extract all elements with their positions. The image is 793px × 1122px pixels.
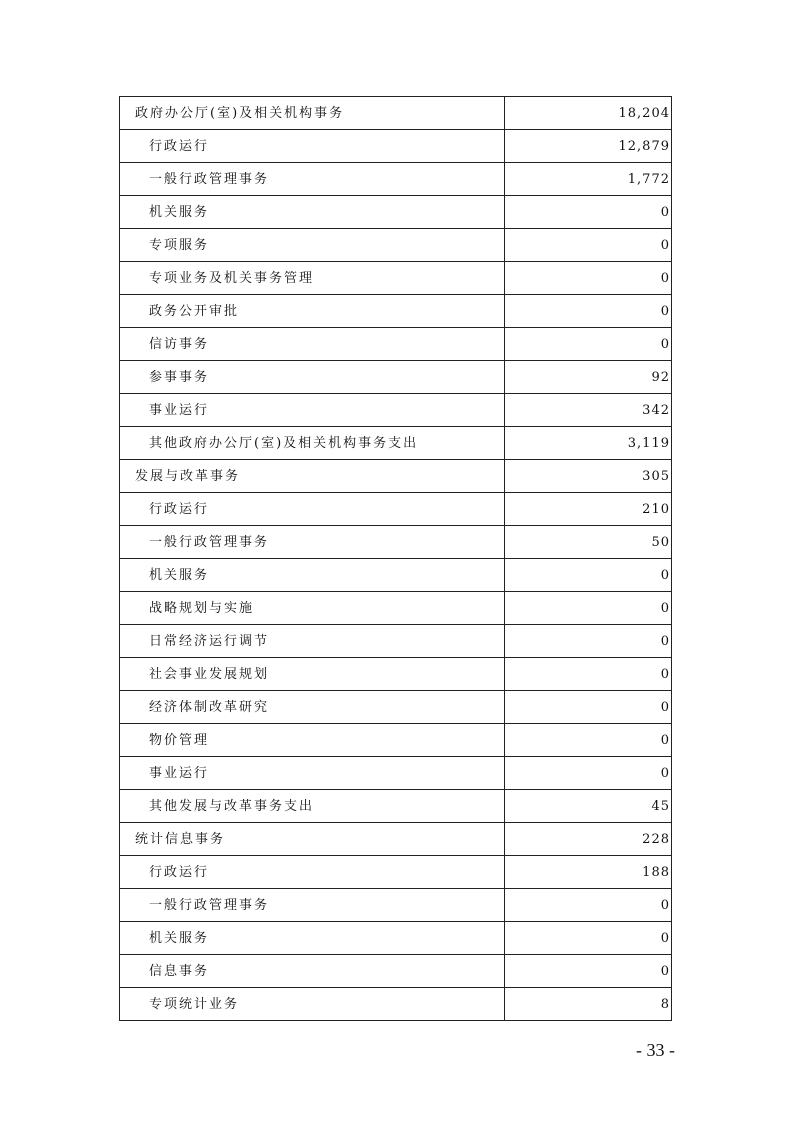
row-amount: 12,879 — [505, 130, 672, 163]
row-label: 其他政府办公厅(室)及相关机构事务支出 — [120, 427, 505, 460]
table-row-subitem — [120, 691, 672, 724]
table-row-subitem — [120, 922, 672, 955]
row-label: 事业运行 — [120, 757, 505, 790]
table-row-subitem — [120, 559, 672, 592]
row-amount: 305 — [505, 460, 672, 493]
row-label: 政府办公厅(室)及相关机构事务 — [120, 97, 505, 130]
row-label: 社会事业发展规划 — [120, 658, 505, 691]
row-label: 信访事务 — [120, 328, 505, 361]
row-amount: 0 — [505, 889, 672, 922]
table-row-subitem — [120, 427, 672, 460]
row-label: 机关服务 — [120, 196, 505, 229]
row-amount: 228 — [505, 823, 672, 856]
budget-table — [119, 96, 672, 1021]
table-row-category — [120, 97, 672, 130]
budget-table-body — [120, 97, 672, 1021]
table-row-subitem — [120, 130, 672, 163]
row-label: 统计信息事务 — [120, 823, 505, 856]
row-amount: 92 — [505, 361, 672, 394]
row-amount: 0 — [505, 229, 672, 262]
row-amount: 0 — [505, 328, 672, 361]
row-amount: 210 — [505, 493, 672, 526]
row-amount: 0 — [505, 592, 672, 625]
row-label: 一般行政管理事务 — [120, 163, 505, 196]
row-amount: 0 — [505, 724, 672, 757]
row-amount: 342 — [505, 394, 672, 427]
table-row-subitem — [120, 625, 672, 658]
table-row-subitem — [120, 328, 672, 361]
row-label: 经济体制改革研究 — [120, 691, 505, 724]
row-label: 参事事务 — [120, 361, 505, 394]
row-label: 一般行政管理事务 — [120, 889, 505, 922]
row-label: 一般行政管理事务 — [120, 526, 505, 559]
row-label: 日常经济运行调节 — [120, 625, 505, 658]
row-amount: 0 — [505, 196, 672, 229]
table-row-subitem — [120, 361, 672, 394]
table-row-subitem — [120, 493, 672, 526]
table-row-subitem — [120, 757, 672, 790]
row-label: 信息事务 — [120, 955, 505, 988]
table-row-subitem — [120, 988, 672, 1021]
row-amount: 0 — [505, 757, 672, 790]
table-row-subitem — [120, 262, 672, 295]
table-row-subitem — [120, 592, 672, 625]
table-row-subitem — [120, 889, 672, 922]
row-amount: 0 — [505, 955, 672, 988]
row-label: 行政运行 — [120, 493, 505, 526]
row-label: 其他发展与改革事务支出 — [120, 790, 505, 823]
row-label: 专项服务 — [120, 229, 505, 262]
row-label: 物价管理 — [120, 724, 505, 757]
row-label: 事业运行 — [120, 394, 505, 427]
row-amount: 3,119 — [505, 427, 672, 460]
row-amount: 0 — [505, 625, 672, 658]
page-number: - 33 - — [636, 1040, 675, 1060]
row-amount: 18,204 — [505, 97, 672, 130]
row-amount: 8 — [505, 988, 672, 1021]
table-row-category — [120, 460, 672, 493]
table-row-category — [120, 823, 672, 856]
row-label: 专项业务及机关事务管理 — [120, 262, 505, 295]
row-amount: 0 — [505, 262, 672, 295]
row-amount: 188 — [505, 856, 672, 889]
row-amount: 45 — [505, 790, 672, 823]
row-amount: 0 — [505, 295, 672, 328]
table-row-subitem — [120, 394, 672, 427]
table-row-subitem — [120, 955, 672, 988]
row-label: 专项统计业务 — [120, 988, 505, 1021]
table-row-subitem — [120, 163, 672, 196]
row-amount: 0 — [505, 922, 672, 955]
table-row-subitem — [120, 229, 672, 262]
table-row-subitem — [120, 526, 672, 559]
row-label: 战略规划与实施 — [120, 592, 505, 625]
row-label: 机关服务 — [120, 922, 505, 955]
row-label: 行政运行 — [120, 130, 505, 163]
table-row-subitem — [120, 790, 672, 823]
row-amount: 50 — [505, 526, 672, 559]
table-row-subitem — [120, 856, 672, 889]
table-row-subitem — [120, 295, 672, 328]
row-label: 行政运行 — [120, 856, 505, 889]
table-row-subitem — [120, 196, 672, 229]
row-label: 机关服务 — [120, 559, 505, 592]
row-label: 政务公开审批 — [120, 295, 505, 328]
row-amount: 0 — [505, 691, 672, 724]
row-amount: 1,772 — [505, 163, 672, 196]
row-label: 发展与改革事务 — [120, 460, 505, 493]
row-amount: 0 — [505, 559, 672, 592]
table-row-subitem — [120, 724, 672, 757]
table-row-subitem — [120, 658, 672, 691]
row-amount: 0 — [505, 658, 672, 691]
